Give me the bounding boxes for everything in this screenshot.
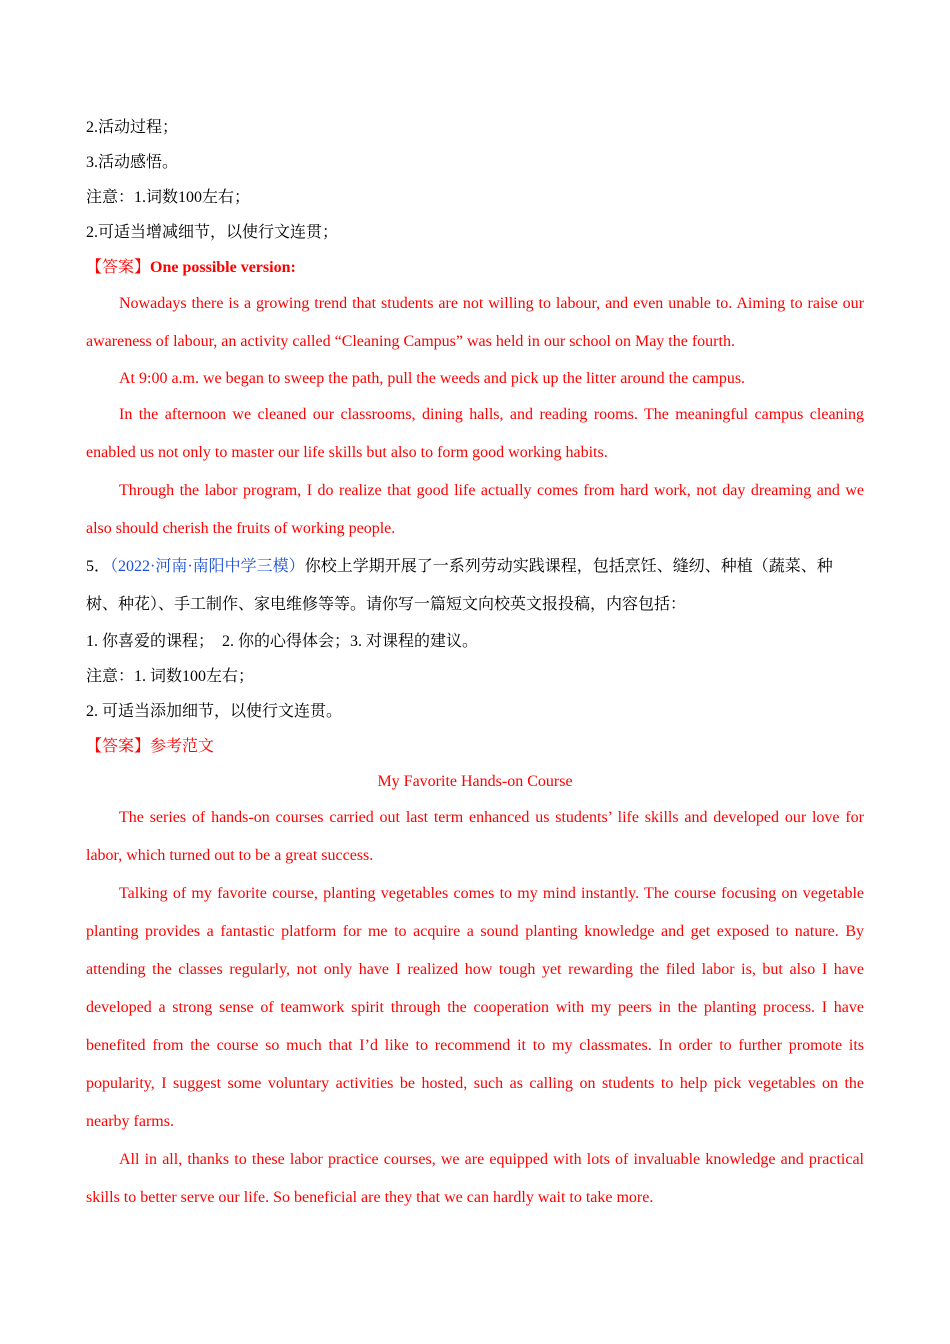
answer-heading — [86, 729, 864, 764]
answer-label: 参考范文 — [150, 738, 215, 755]
document-page — [86, 110, 864, 1217]
essay-title: My Favorite Hands-on Course — [377, 773, 573, 790]
question-source: （2022·河南·南阳中学三模） — [110, 558, 305, 575]
answer-bracket: 【答案】 — [86, 259, 151, 276]
answer-label: One possible version: — [150, 259, 296, 276]
essay-paragraph: The series of hands-on courses carried out last term enhanced us students’ life skills and developed our love for labor, which turned out to be a great success. — [86, 809, 864, 864]
answer-paragraph: Through the labor program, I do realize that good life actually comes from hard work, not day dreaming and we also should cherish the fruits of working people. — [86, 482, 864, 537]
answer-paragraph: Nowadays there is a growing trend that students are not willing to labour, and even unable to. Aiming to raise our awareness of labour, an activity called “Cleaning Campus” was held in our school on May the fourth. — [86, 295, 864, 350]
content-points: 1. 你喜爱的课程； 2. 你的心得体会；3. 对课程的建议。 — [86, 633, 479, 650]
question-note: 注意：1. 词数100左右； — [86, 668, 255, 685]
answer-heading — [86, 250, 864, 285]
question-number: 5． — [86, 558, 111, 575]
question-note: 2. 可适当添加细节，以使行文连贯。 — [86, 703, 343, 720]
question-5 — [86, 548, 864, 624]
task-item: 3.活动感悟。 — [86, 154, 179, 171]
essay-paragraph: All in all, thanks to these labor practice courses, we are equipped with lots of invaluable knowledge and practical skills to better serve our life. So beneficial are they that we can hardly wait to take more. — [86, 1151, 864, 1206]
task-note: 注意：1.词数100左右； — [86, 189, 251, 206]
answer-paragraph: At 9:00 a.m. we began to sweep the path, pull the weeds and pick up the litter around the campus. — [119, 370, 746, 387]
question-prompt: 你校上学期开展了一系列劳动实践课程，包括烹饪、缝纫、种植（蔬菜、种树、种花）、手工制作、家电维修等等。请你写一篇短文向校英文报投稿，内容包括： — [86, 558, 833, 613]
task-item: 2.活动过程； — [86, 119, 179, 136]
answer-bracket: 【答案】 — [86, 738, 151, 755]
task-note: 2.可适当增减细节，以使行文连贯； — [86, 224, 339, 241]
essay-paragraph: Talking of my favorite course, planting vegetables comes to my mind instantly. The course focusing on vegetable planting provides a fantastic platform for me to acquire a sound planting knowledge and get exposed to nature. By attending the classes regularly, not only have I realized how tough yet rewarding the filed labor is, but also I have developed a strong sense of teamwork spirit through the cooperation with my peers in the planting process. I have benefited from the course so much that I’d like to recommend it to my classmates. In order to further promote its popularity, I suggest some voluntary activities be hosted, such as calling on students to help pick vegetables on the nearby farms. — [86, 885, 864, 1130]
answer-paragraph: In the afternoon we cleaned our classrooms, dining halls, and reading rooms. The meaningful campus cleaning enabled us not only to master our life skills but also to form good working habits. — [86, 406, 864, 461]
